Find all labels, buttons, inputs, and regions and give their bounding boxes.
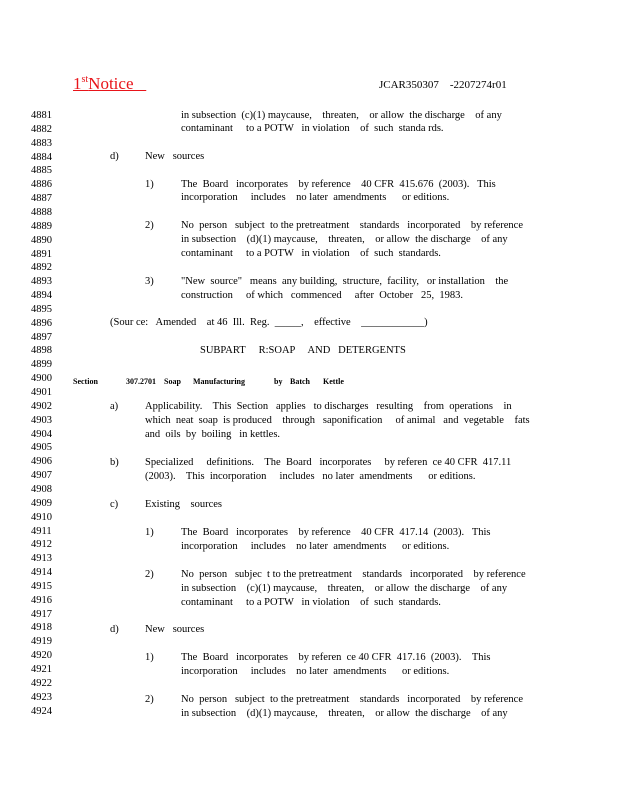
- source-text: ): [424, 317, 428, 328]
- body-line: contaminant to a POTW in violation of such standards.: [181, 248, 441, 259]
- line-number: 4886: [31, 179, 52, 190]
- body-line: The Board incorporates by reference 40 CFR 417.14 (2003). This: [181, 527, 491, 538]
- line-number: 4892: [31, 262, 52, 273]
- line-number: 4911: [31, 526, 52, 537]
- body-line: in subsection (d)(1) maycause, threaten, or allow the discharge of any: [181, 234, 508, 245]
- line-number: 4896: [31, 318, 52, 329]
- line-number: 4915: [31, 581, 52, 592]
- subsection-label: c): [110, 499, 119, 510]
- line-number: 4884: [31, 152, 52, 163]
- line-number: 4924: [31, 706, 52, 717]
- line-number: 4887: [31, 193, 52, 204]
- line-number: 4898: [31, 345, 52, 356]
- line-number: 4923: [31, 692, 52, 703]
- line-number: 4919: [31, 636, 52, 647]
- line-number: 4894: [31, 290, 52, 301]
- body-line: in subsection (c)(1) maycause, threaten, or allow the discharge of any: [181, 583, 508, 594]
- line-number: 4893: [31, 276, 52, 287]
- line-number: 4883: [31, 138, 52, 149]
- line-number: 4922: [31, 678, 52, 689]
- body-line: Applicability. This Section applies to discharges resulting from operations in: [145, 401, 512, 412]
- notice-label: [73, 74, 146, 94]
- line-number: 4881: [31, 110, 52, 121]
- item-number: 1): [145, 179, 154, 190]
- line-number: 4900: [31, 373, 52, 384]
- line-number: 4899: [31, 359, 52, 370]
- subsection-label: a): [110, 401, 119, 412]
- item-number: 2): [145, 220, 154, 231]
- source-text: , effective: [301, 317, 351, 328]
- body-line: in subsection (c)(1) maycause, threaten, or allow the discharge of any: [181, 110, 502, 121]
- item-number: 3): [145, 276, 154, 287]
- body-line: The Board incorporates by reference 40 CFR 415.676 (2003). This: [181, 179, 496, 190]
- line-number: 4889: [31, 221, 52, 232]
- line-number: 4917: [31, 609, 52, 620]
- source-blank: ____________: [361, 317, 425, 328]
- line-number: 4912: [31, 539, 52, 550]
- body-line: No person subject to the pretreatment standards incorporated by reference: [181, 694, 523, 705]
- source-text: (Sour ce: Amended at 46 Ill. Reg.: [110, 317, 270, 328]
- notice-trail: [134, 74, 147, 93]
- line-number: 4902: [31, 401, 52, 412]
- line-number: 4916: [31, 595, 52, 606]
- body-line: No person subject to the pretreatment standards incorporated by reference: [181, 220, 523, 231]
- body-line: and oils by boiling in kettles.: [145, 429, 281, 440]
- notice-word: Notice: [88, 74, 134, 93]
- notice-number: 1: [73, 74, 82, 93]
- section-title-word: by: [274, 377, 283, 386]
- line-number: 4907: [31, 470, 52, 481]
- line-number: 4909: [31, 498, 52, 509]
- line-number: 4913: [31, 553, 52, 564]
- item-number: 1): [145, 527, 154, 538]
- item-number: 1): [145, 652, 154, 663]
- subsection-label: d): [110, 624, 119, 635]
- body-line: contaminant to a POTW in violation of such standards.: [181, 597, 441, 608]
- body-line: incorporation includes no later amendments or editions.: [181, 541, 450, 552]
- body-line: "New source" means any building, structure, facility, or installation the: [181, 276, 509, 287]
- line-number: 4885: [31, 165, 52, 176]
- item-number: 2): [145, 694, 154, 705]
- document-id: JCAR350307 -2207274r01: [379, 79, 507, 91]
- line-number: 4895: [31, 304, 52, 315]
- body-line: construction of which commenced after October 25, 1983.: [181, 290, 463, 301]
- section-number: 307.2701: [126, 377, 156, 386]
- line-number: 4910: [31, 512, 52, 523]
- subsection-label: d): [110, 151, 119, 162]
- section-title-word: Batch: [290, 377, 310, 386]
- line-number: 4908: [31, 484, 52, 495]
- source-note: [110, 316, 428, 329]
- subsection-title: New sources: [145, 151, 205, 162]
- body-line: which neat soap is produced through saponification of animal and vegetable fats: [145, 415, 530, 426]
- line-number: 4918: [31, 622, 52, 633]
- body-line: Specialized definitions. The Board incorporates by referen ce 40 CFR 417.11: [145, 457, 512, 468]
- line-number: 4921: [31, 664, 52, 675]
- line-number: 4882: [31, 124, 52, 135]
- body-line: contaminant to a POTW in violation of such standa rds.: [181, 123, 444, 134]
- line-number: 4897: [31, 332, 52, 343]
- line-number: 4888: [31, 207, 52, 218]
- line-number: 4904: [31, 429, 52, 440]
- line-number: 4891: [31, 249, 52, 260]
- section-word: Section: [73, 377, 98, 386]
- subpart-heading: SUBPART R:SOAP AND DETERGENTS: [200, 345, 406, 356]
- body-line: incorporation includes no later amendments or editions.: [181, 192, 450, 203]
- item-number: 2): [145, 569, 154, 580]
- notice-suffix: st: [81, 74, 89, 85]
- source-blank: _____: [274, 317, 302, 328]
- subsection-title: New sources: [145, 624, 205, 635]
- section-title-word: Manufacturing: [193, 377, 245, 386]
- body-line: incorporation includes no later amendments or editions.: [181, 666, 450, 677]
- body-line: (2003). This incorporation includes no later amendments or editions.: [145, 471, 476, 482]
- section-title-word: Soap: [164, 377, 181, 386]
- body-line: No person subjec t to the pretreatment standards incorporated by reference: [181, 569, 526, 580]
- subsection-label: b): [110, 457, 119, 468]
- section-title-word: Kettle: [323, 377, 344, 386]
- line-number: 4903: [31, 415, 52, 426]
- line-number: 4890: [31, 235, 52, 246]
- line-number: 4920: [31, 650, 52, 661]
- subsection-title: Existing sources: [145, 499, 222, 510]
- line-number: 4905: [31, 442, 52, 453]
- line-number: 4914: [31, 567, 52, 578]
- line-number: 4906: [31, 456, 52, 467]
- body-line: The Board incorporates by referen ce 40 CFR 417.16 (2003). This: [181, 652, 491, 663]
- body-line: in subsection (d)(1) maycause, threaten, or allow the discharge of any: [181, 708, 508, 719]
- line-number: 4901: [31, 387, 52, 398]
